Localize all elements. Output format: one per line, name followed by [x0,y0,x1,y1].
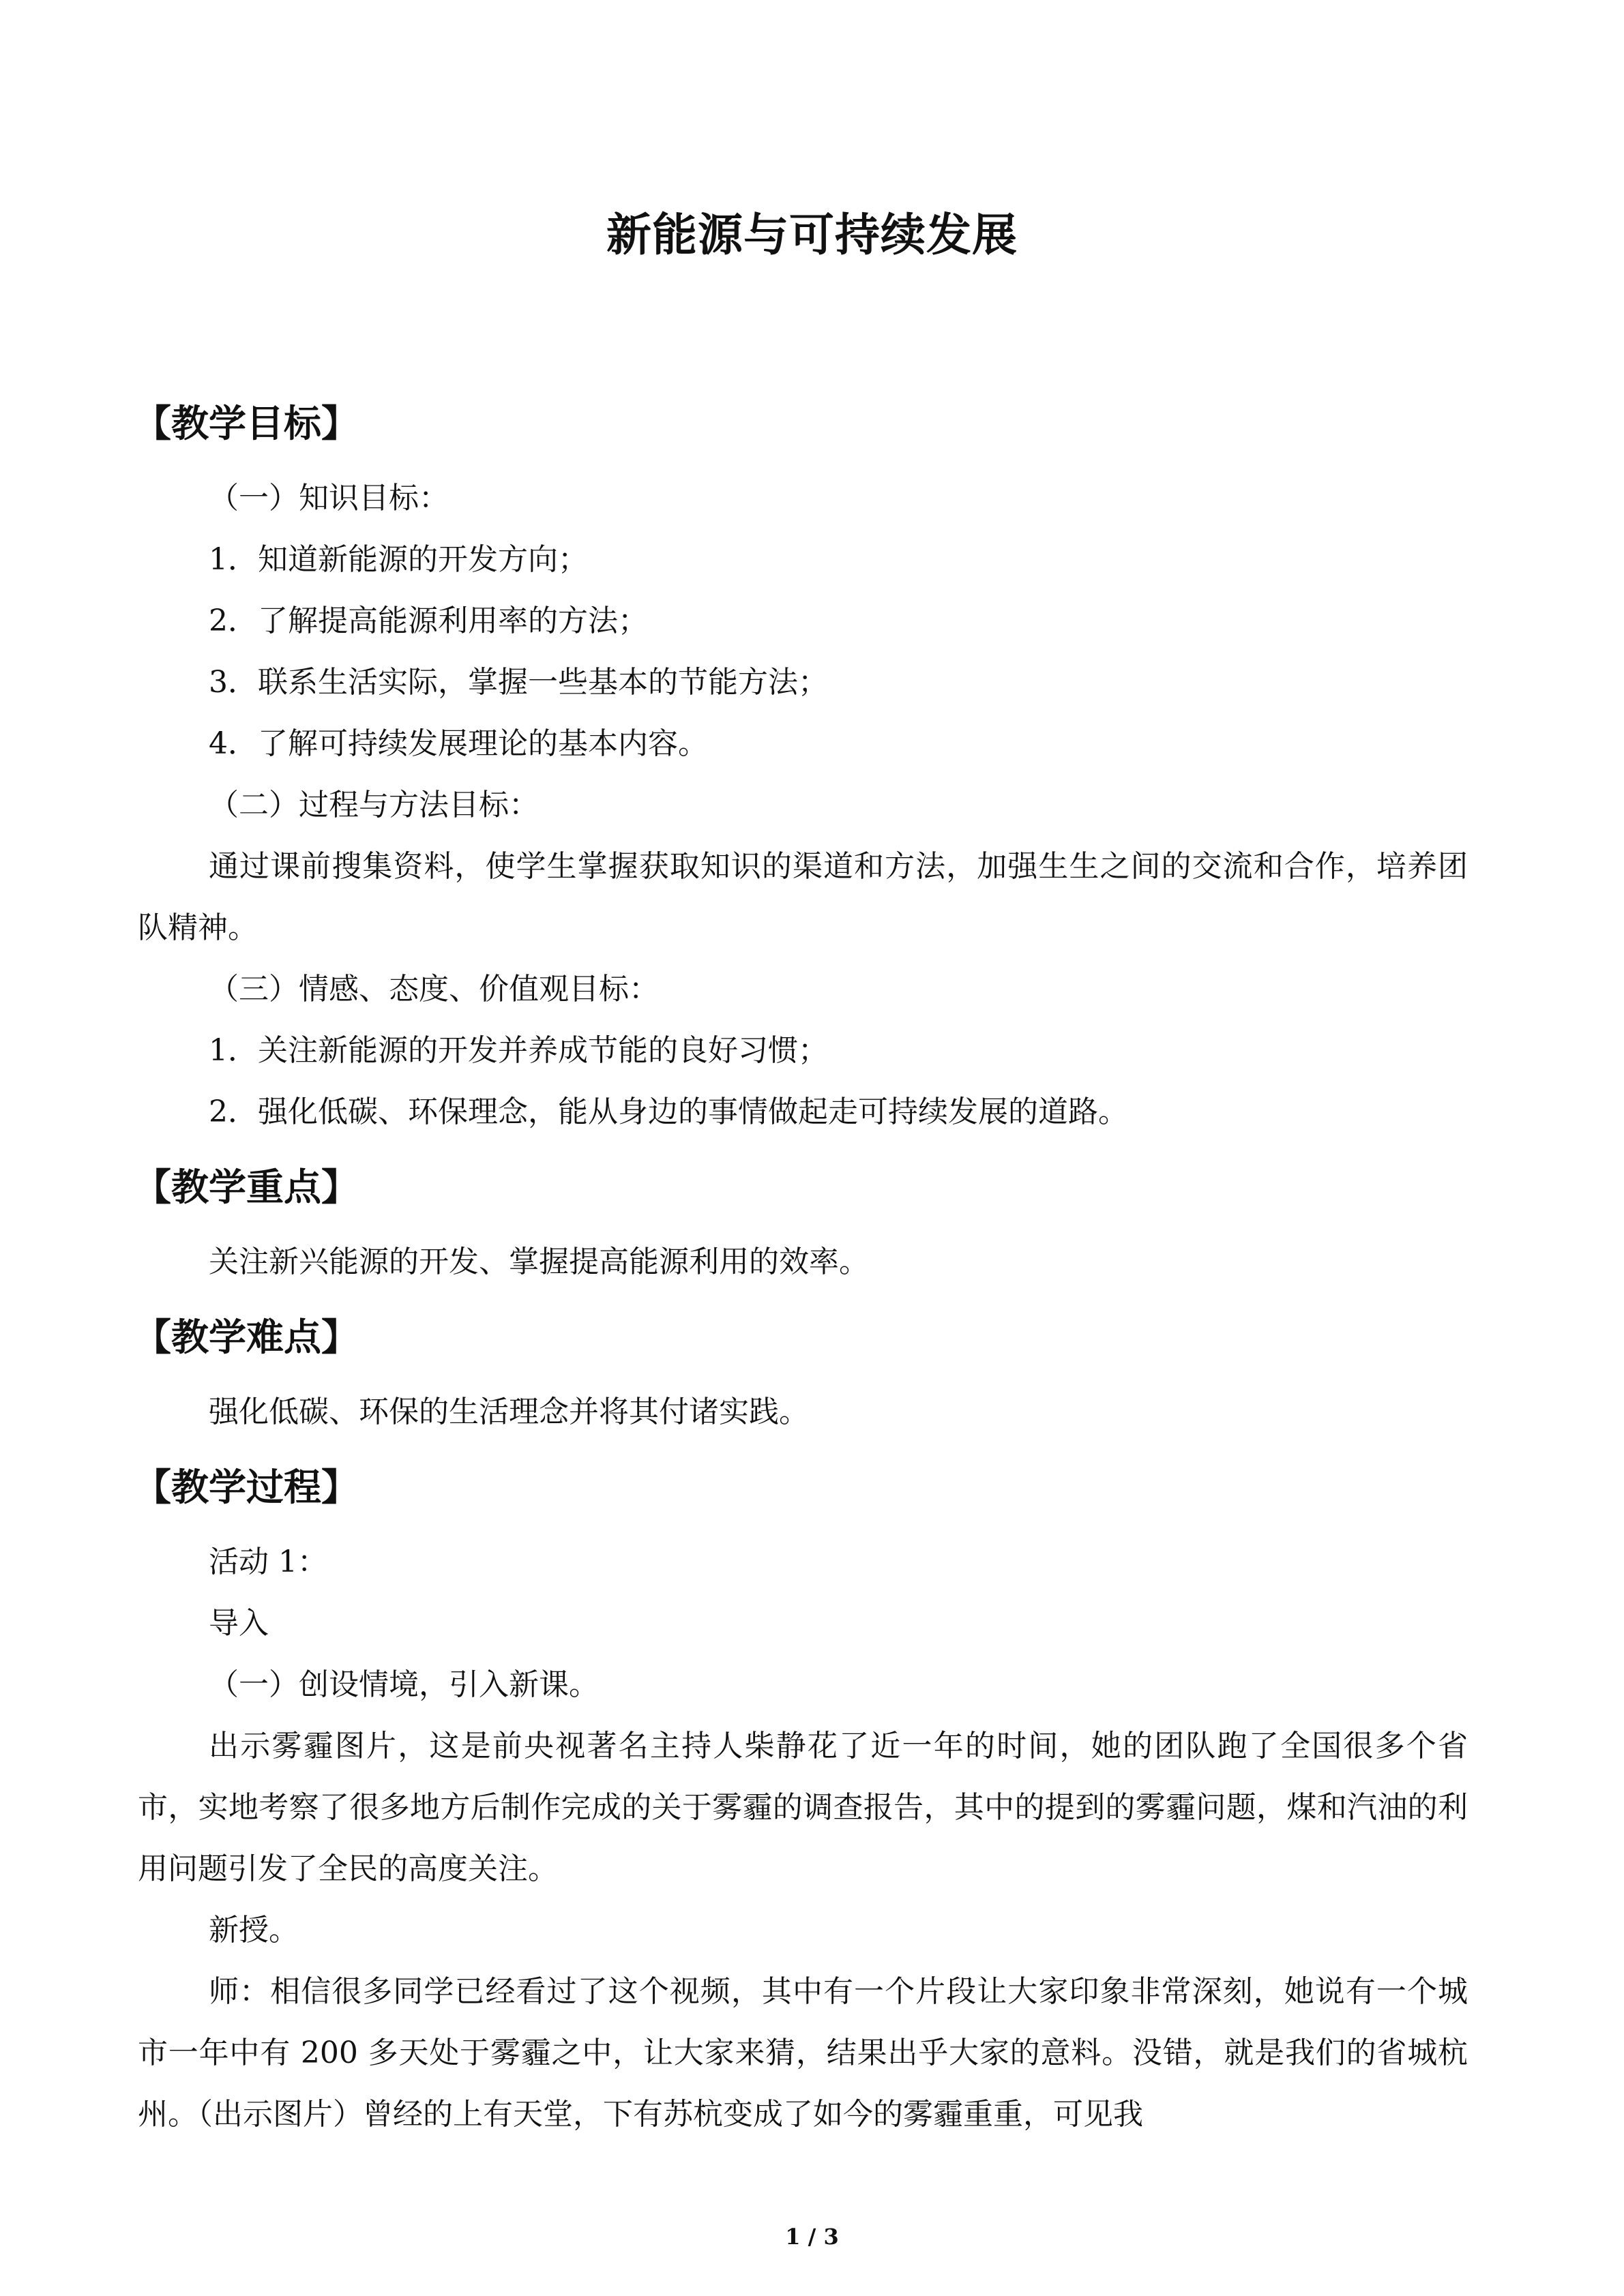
section-heading-key-points: 【教学重点】 [134,1165,359,1209]
paragraph: 1．知道新能源的开发方向； [209,542,588,577]
paragraph: （一）创设情境，引入新课。 [209,1667,599,1702]
paragraph: 4．了解可持续发展理论的基本内容。 [209,726,708,761]
paragraph: 导入 [209,1606,269,1641]
paragraph: 关注新兴能源的开发、掌握提高能源利用的效率。 [209,1244,869,1279]
paragraph: 强化低碳、环保的生活理念并将其付诸实践。 [209,1395,809,1429]
paragraph: 师：相信很多同学已经看过了这个视频，其中有一个片段让大家印象非常深刻，她说有一个城市一年中有 200 多天处于雾霾之中，让大家来猜，结果出乎大家的意料。没错，就是我们的省城杭州。（出示图片）曾经的上有天堂，下有苏杭变成了如今的雾霾重重，可见我 [138,1974,1468,2132]
paragraph: （三）情感、态度、价值观目标： [209,972,659,1007]
section-heading-process: 【教学过程】 [134,1465,359,1509]
paragraph: 2．了解提高能源利用率的方法； [209,603,648,638]
paragraph: 新授。 [209,1913,299,1948]
page-number: 1 / 3 [785,2224,839,2250]
paragraph: （一）知识目标： [209,481,449,516]
paragraph: 活动 1： [209,1545,327,1579]
paragraph: 1．关注新能源的开发并养成节能的良好习惯； [209,1033,828,1068]
section-heading-difficulties: 【教学难点】 [134,1315,359,1359]
page-title: 新能源与可持续发展 [606,209,1018,261]
document-body [134,379,1468,2145]
paragraph: 出示雾霾图片，这是前央视著名主持人柴静花了近一年的时间，她的团队跑了全国很多个省市，实地考察了很多地方后制作完成的关于雾霾的调查报告，其中的提到的雾霾问题，煤和汽油的利用问题引发了全民的高度关注。 [138,1729,1468,1886]
paragraph: 2．强化低碳、环保理念，能从身边的事情做起走可持续发展的道路。 [209,1094,1128,1129]
paragraph: （二）过程与方法目标： [209,788,539,822]
paragraph: 通过课前搜集资料，使学生掌握获取知识的渠道和方法，加强生生之间的交流和合作，培养团队精神。 [138,849,1468,945]
paragraph: 3．联系生活实际，掌握一些基本的节能方法； [209,665,828,700]
section-heading-objectives: 【教学目标】 [134,402,359,445]
